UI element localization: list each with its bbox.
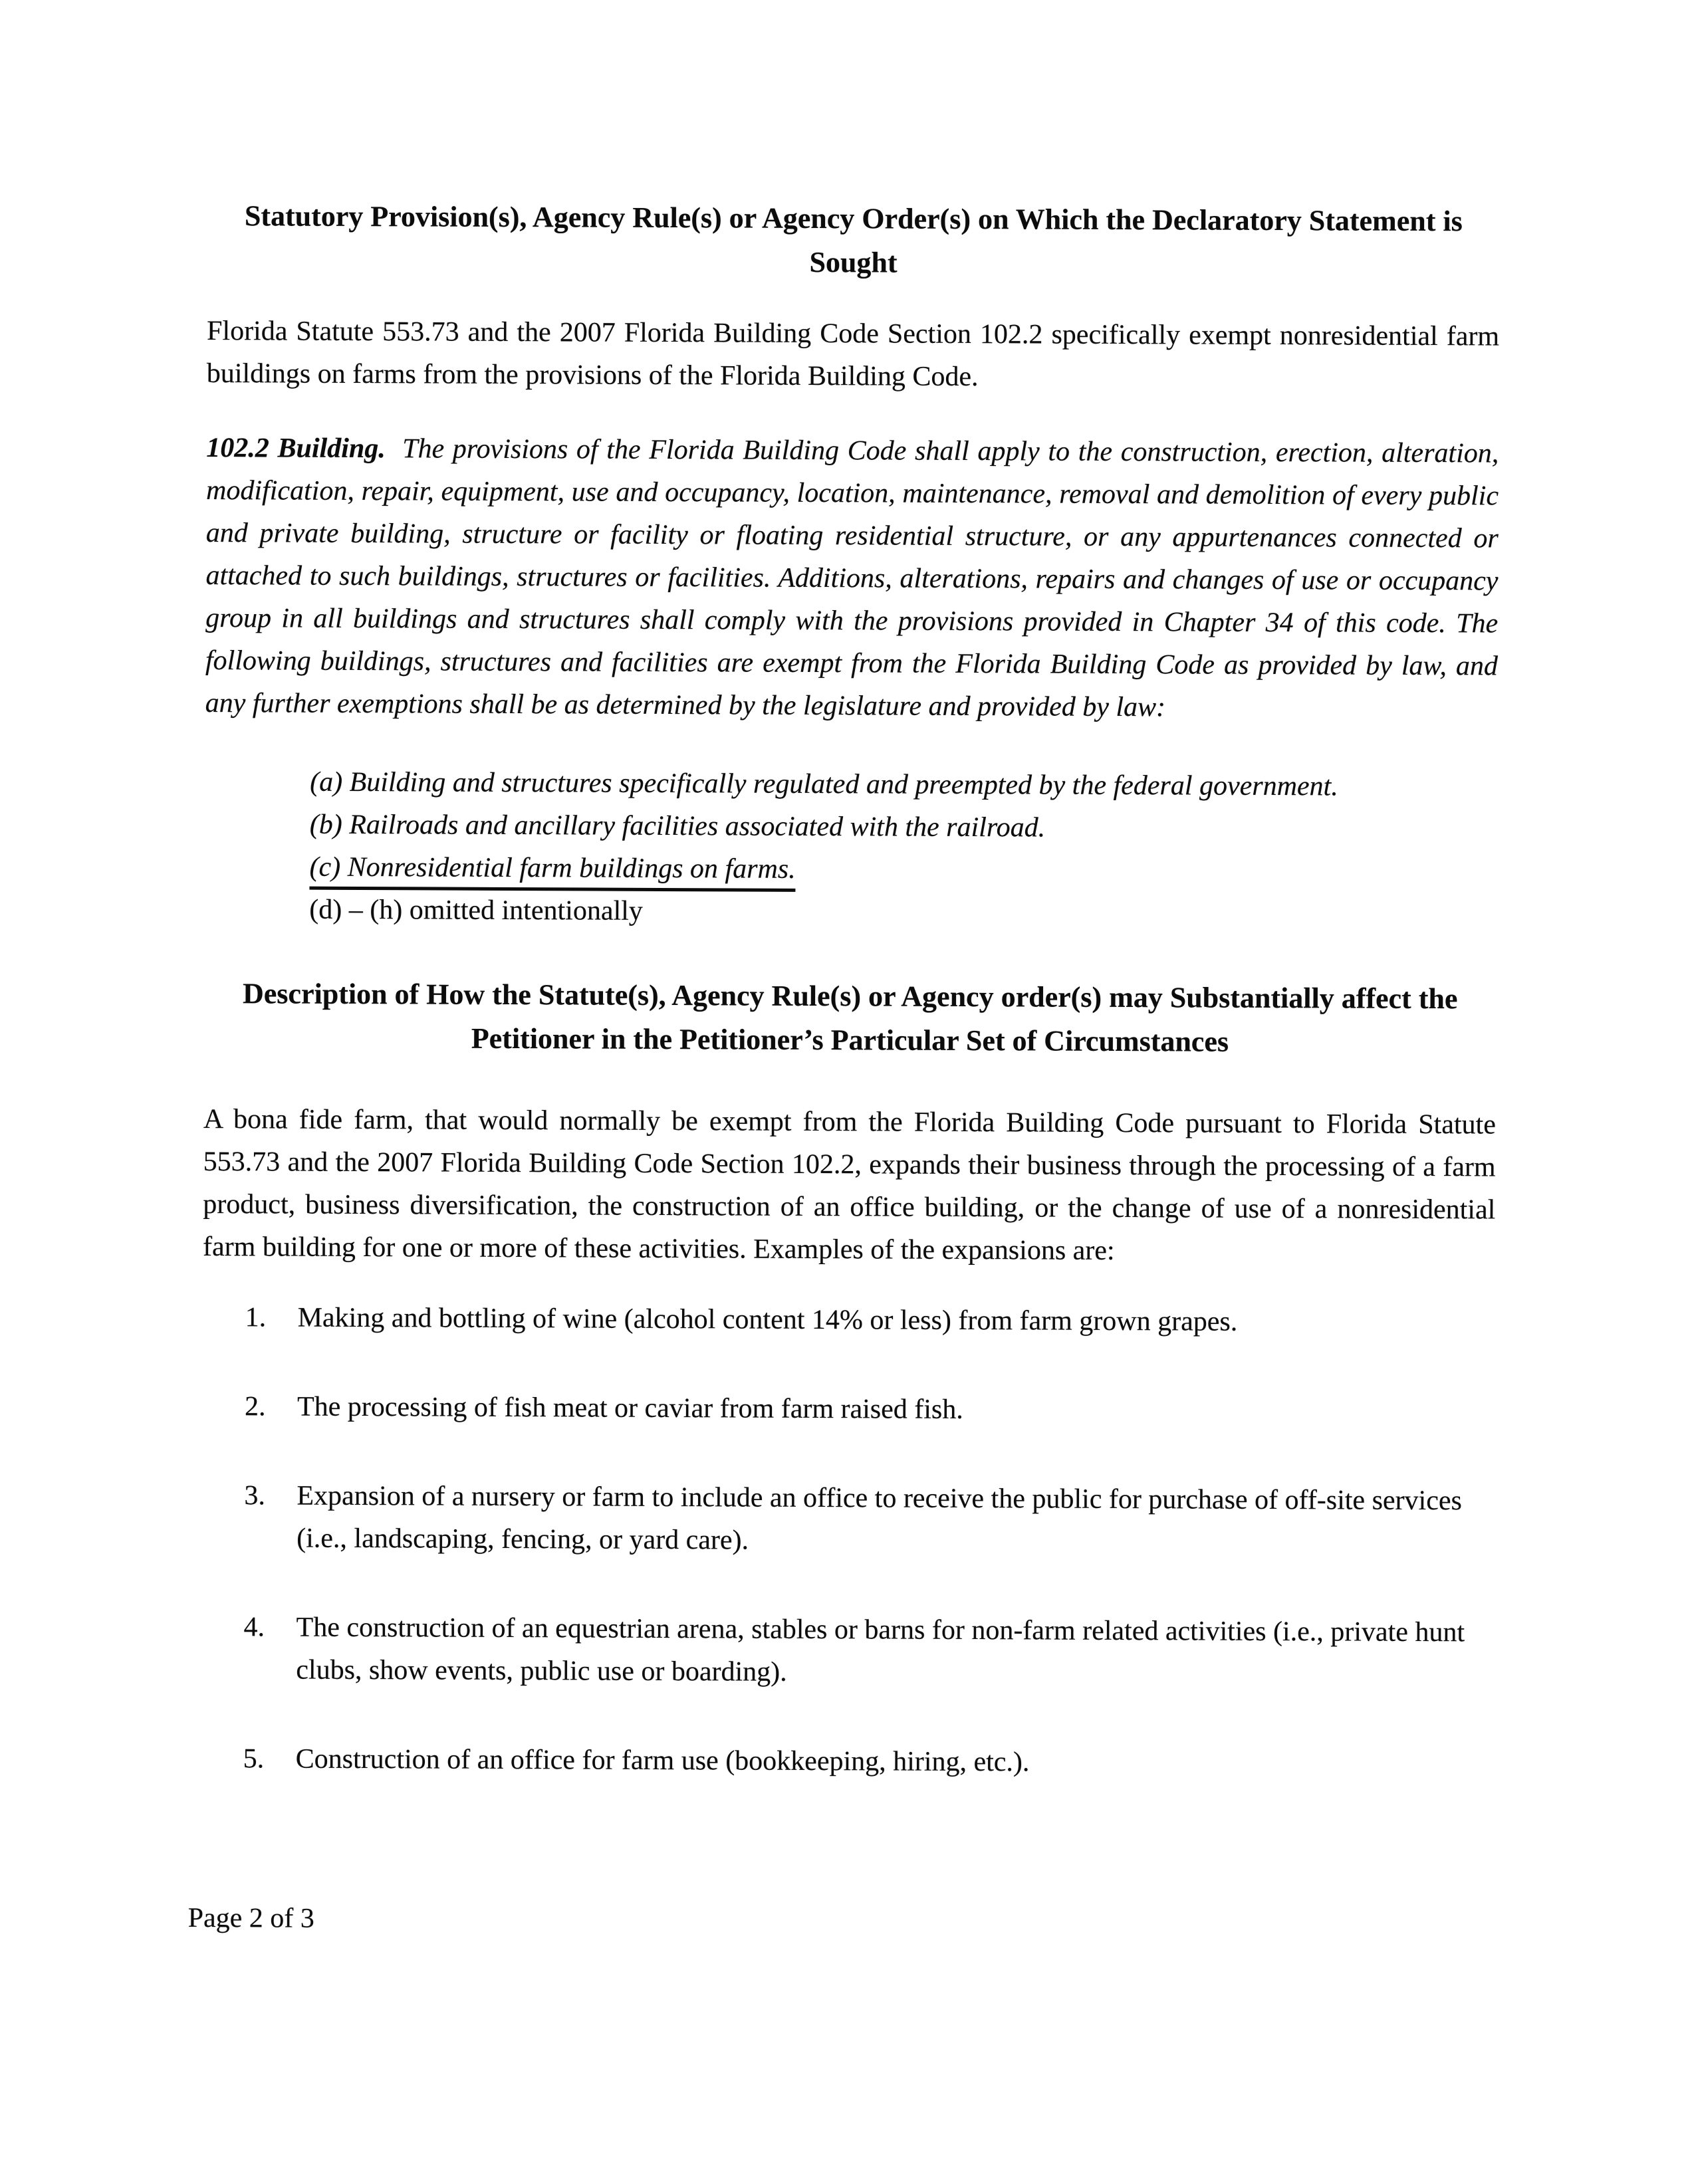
exemption-list	[309, 761, 1464, 936]
code-citation-label: 102.2 Building.	[206, 432, 386, 465]
code-citation-paragraph	[205, 427, 1499, 730]
code-citation-body: The provisions of the Florida Building Code shall apply to the construction, erection, alteration, modification, repair, equipment, use and occupancy, location, maintenance, removal and demolition of every public and private building, structure or facility or floating residential structure, or any appurtenances connected or attached to such buildings, structures or facilities. Additions, alterations, repairs and changes of use or occupancy group in all buildings and structures shall comply with the provisions provided in Chapter 34 of this code. The following buildings, structures and facilities are exempt from the Florida Building Code as provided by law, and any further exemptions shall be as determined by the legislature and provided by law:	[205, 433, 1499, 723]
example-number-1: 1.	[245, 1302, 267, 1333]
example-text-3: Expansion of a nursery or farm to include an office to receive the public for purchase of off-site services (i.e., landscaping, fencing, or yard care).	[297, 1480, 1463, 1556]
example-item-4	[201, 1606, 1494, 1696]
exemption-item-c	[309, 846, 1463, 894]
example-item-1	[202, 1296, 1495, 1344]
example-text-2: The processing of fish meat or caviar from farm raised fish.	[297, 1391, 963, 1425]
exemption-item-d-h: (d) – (h) omitted intentionally	[309, 894, 643, 927]
examples-list	[201, 1296, 1495, 1785]
underlined-exemption-text: (c) Nonresidential farm buildings on farms.	[309, 852, 795, 892]
example-number-4: 4.	[243, 1612, 265, 1643]
example-item-2	[202, 1385, 1495, 1433]
exemption-item-a: (a) Building and structures specifically regulated and preempted by the federal government.	[310, 766, 1338, 802]
example-number-5: 5.	[243, 1743, 265, 1775]
example-item-3	[201, 1474, 1495, 1565]
exemption-item-b: (b) Railroads and ancillary facilities associated with the railroad.	[309, 809, 1046, 843]
example-text-4: The construction of an equestrian arena, stables or barns for non-farm related activities (i.e., private hunt clubs, show events, public use or boarding).	[296, 1612, 1465, 1688]
example-text-1: Making and bottling of wine (alcohol content 14% or less) from farm grown grapes.	[297, 1302, 1238, 1337]
example-item-5	[201, 1737, 1493, 1785]
example-number-3: 3.	[244, 1480, 266, 1511]
section2-heading: Description of How the Statute(s), Agency Rule(s) or Agency order(s) may Substantially affect the Petitioner in the Petitioner’s Particular Set of Circumstances	[242, 977, 1458, 1058]
example-text-5: Construction of an office for farm use (bookkeeping, hiring, etc.).	[295, 1743, 1030, 1778]
example-number-2: 2.	[244, 1391, 266, 1422]
page-number-footer: Page 2 of 3	[187, 1902, 314, 1934]
section1-intro-paragraph: Florida Statute 553.73 and the 2007 Florida Building Code Section 102.2 specifically exempt nonresidential farm buildings on farms from the provisions of the Florida Building Code.	[206, 315, 1500, 393]
section2-intro-paragraph: A bona fide farm, that would normally be exempt from the Florida Building Code pursuant to Florida Statute 553.73 and the 2007 Florida Building Code Section 102.2, expands their business through the processing of a farm product, business diversification, the construction of an office building, or the change of use of a nonresidential farm building for one or more of these activities. Examples of the expansions are:	[202, 1103, 1497, 1266]
section1-heading: Statutory Provision(s), Agency Rule(s) or Agency Order(s) on Which the Declaratory Statement is Sought	[244, 199, 1463, 279]
document-content	[187, 194, 1500, 1945]
